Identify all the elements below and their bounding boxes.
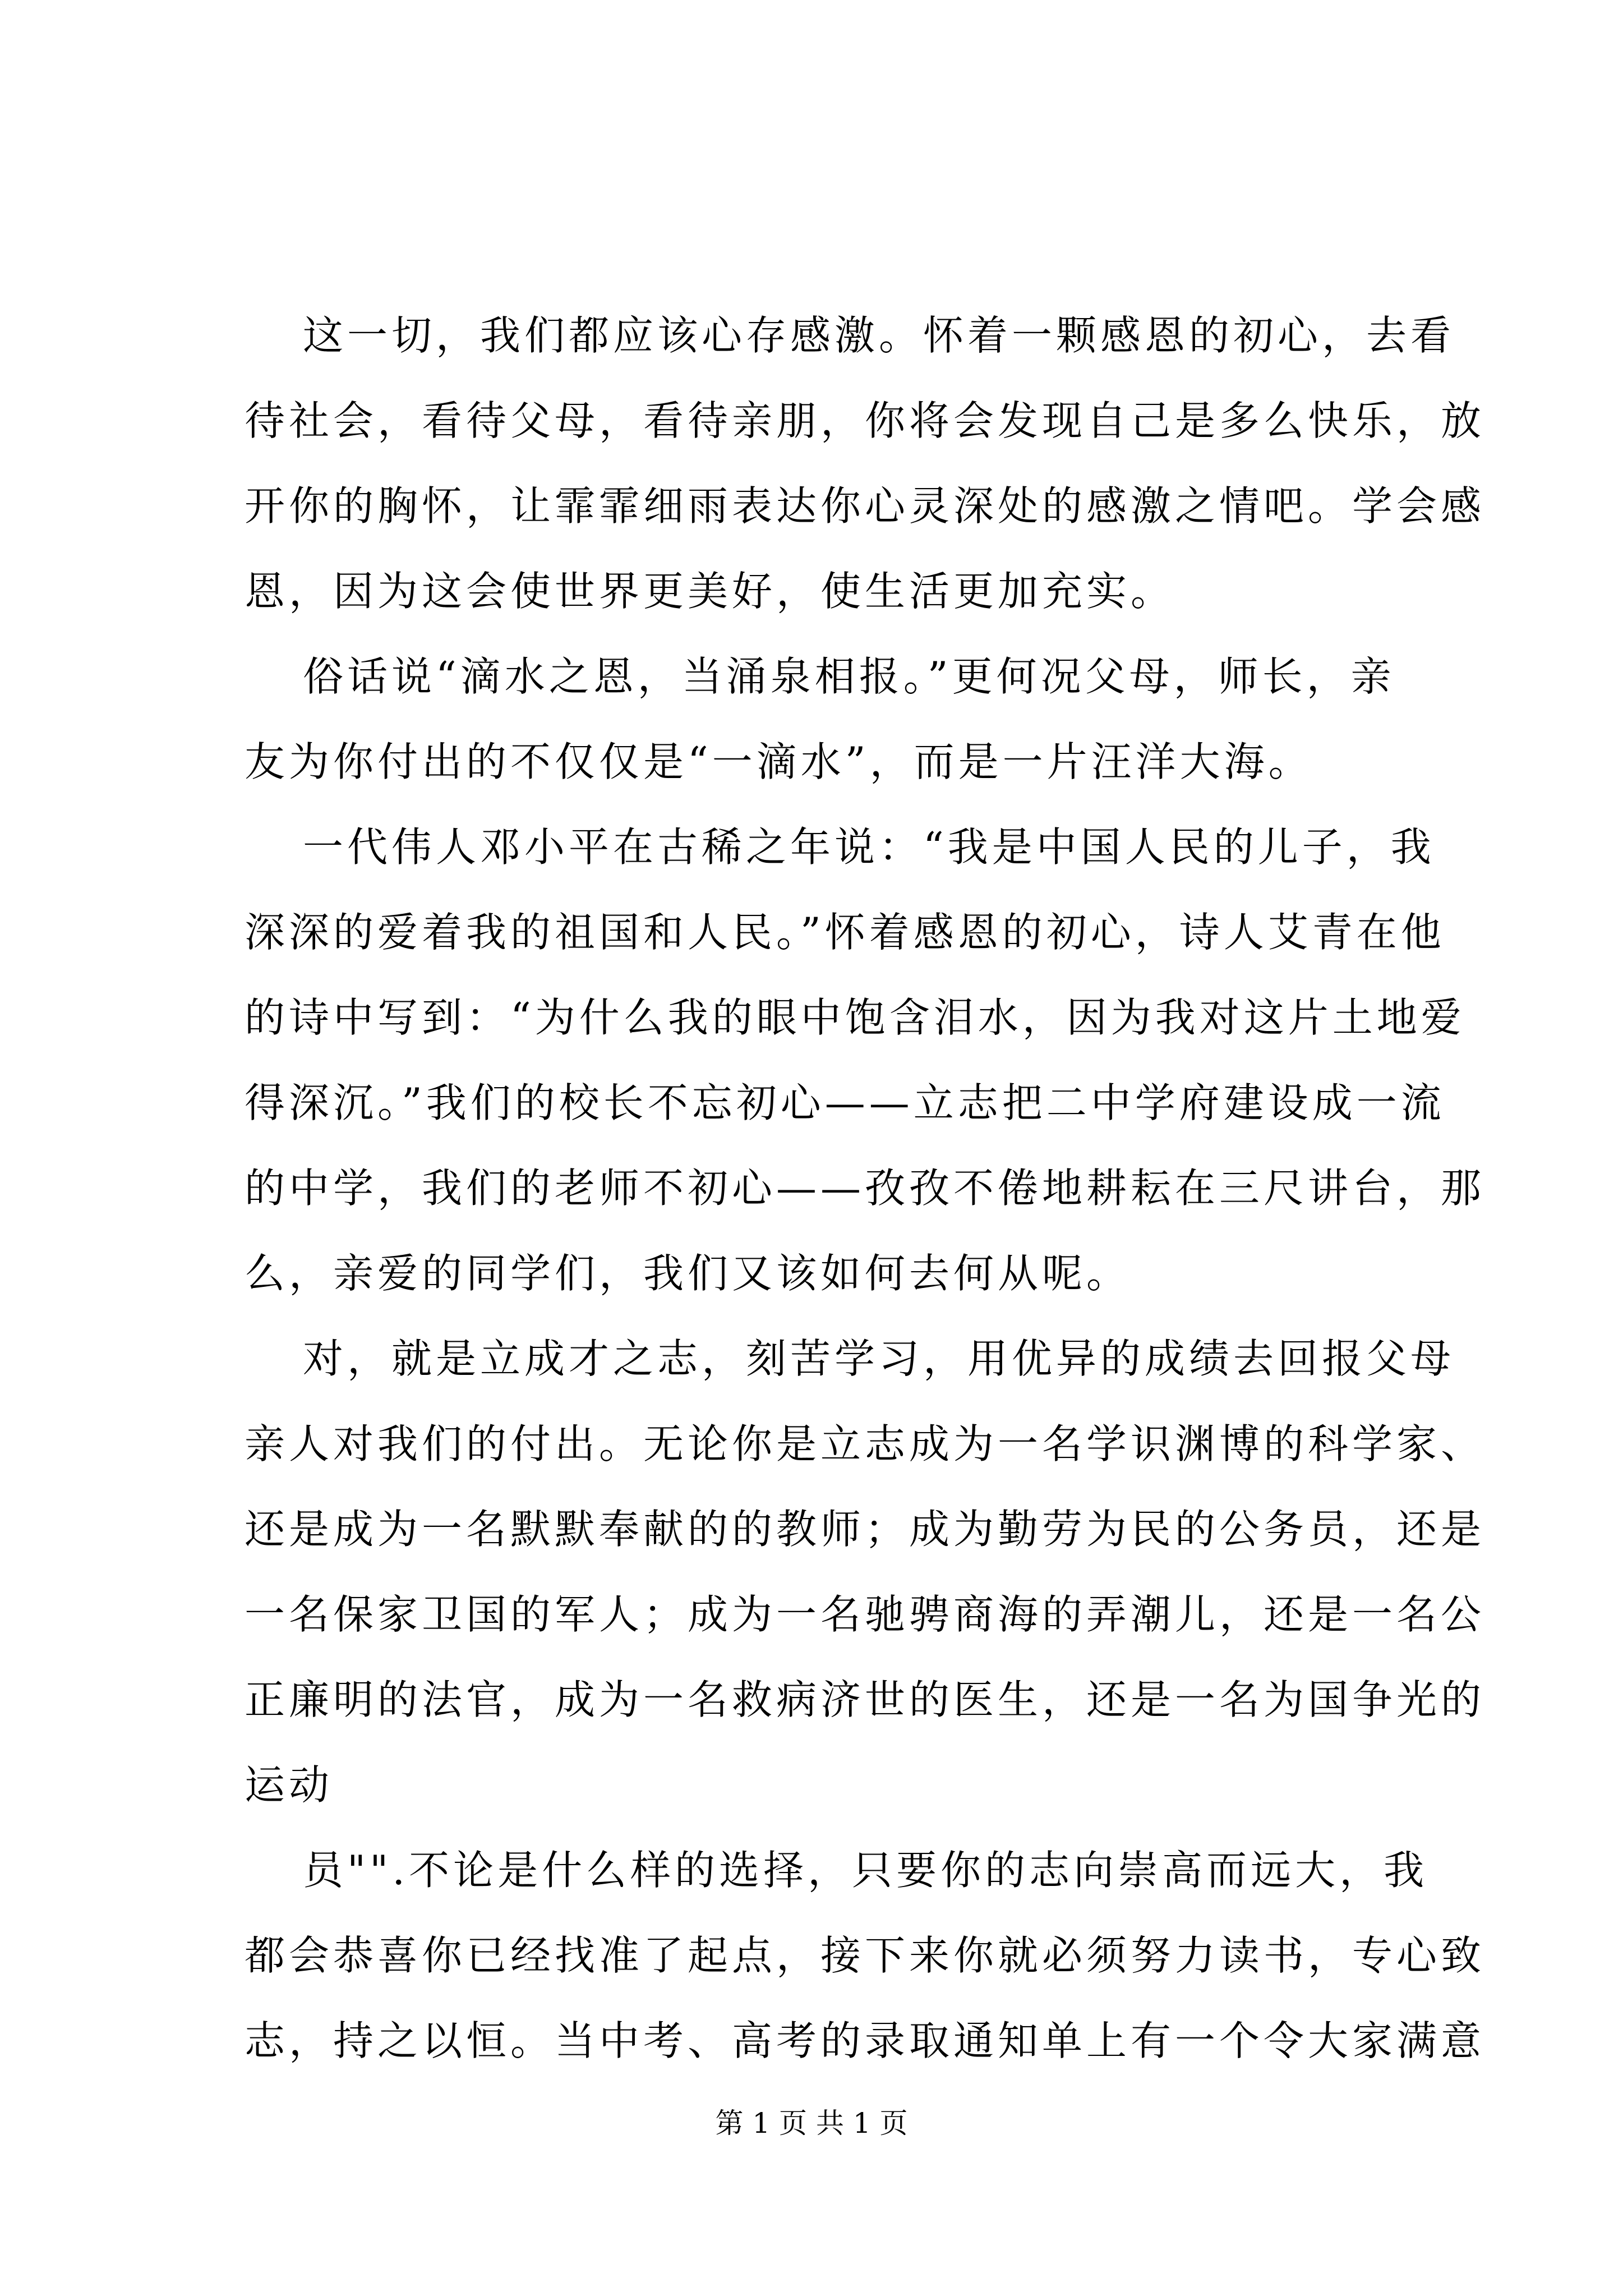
text-line: 亲人对我们的付出。无论你是立志成为一名学识渊博的科学家、 <box>245 1420 1486 1467</box>
text-line: 一名保家卫国的军人；成为一名驰骋商海的弄潮儿，还是一名公 <box>245 1591 1486 1638</box>
text-line: 员"".不论是什么样的选择，只要你的志向崇高而远大，我 <box>303 1847 1428 1894</box>
text-line: 的中学，我们的老师不初心——孜孜不倦地耕耘在三尺讲台，那 <box>245 1165 1486 1212</box>
page-footer: 第 1 页 共 1 页 <box>715 2107 908 2139</box>
text-line: 待社会，看待父母，看待亲朋，你将会发现自己是多么快乐，放 <box>245 397 1486 444</box>
text-line: 还是成为一名默默奉献的的教师；成为勤劳为民的公务员，还是 <box>245 1506 1486 1553</box>
text-line: 深深的爱着我的祖国和人民。”怀着感恩的初心，诗人艾青在他 <box>245 909 1445 956</box>
text-line: 一代伟人邓小平在古稀之年说：“我是中国人民的儿子，我 <box>303 823 1435 871</box>
text-line: 的诗中写到：“为什么我的眼中饱含泪水，因为我对这片土地爱 <box>245 994 1465 1041</box>
text-line: 对，就是立成才之志，刻苦学习，用优异的成绩去回报父母 <box>303 1335 1455 1382</box>
text-line: 开你的胸怀，让霏霏细雨表达你心灵深处的感激之情吧。学会感 <box>245 482 1486 530</box>
text-line: 这一切，我们都应该心存感激。怀着一颗感恩的初心，去看 <box>303 312 1455 359</box>
text-line: 都会恭喜你已经找准了起点，接下来你就必须努力读书，专心致 <box>245 1932 1486 1979</box>
text-line: 正廉明的法官，成为一名救病济世的医生，还是一名为国争光的 <box>245 1676 1486 1723</box>
text-line: 俗话说“滴水之恩，当涌泉相报。”更何况父母，师长，亲 <box>303 653 1395 700</box>
text-line: 得深沉。”我们的校长不忘初心——立志把二中学府建设成一流 <box>245 1079 1445 1126</box>
text-line: 友为你付出的不仅仅是“一滴水”，而是一片汪洋大海。 <box>245 738 1313 785</box>
text-line: 运动 <box>245 1761 334 1809</box>
text-line: 志，持之以恒。当中考、高考的录取通知单上有一个令大家满意 <box>245 2017 1486 2064</box>
text-line: 恩，因为这会使世界更美好，使生活更加充实。 <box>245 568 1175 615</box>
text-line: 么，亲爱的同学们，我们又该如何去何从呢。 <box>245 1250 1131 1297</box>
